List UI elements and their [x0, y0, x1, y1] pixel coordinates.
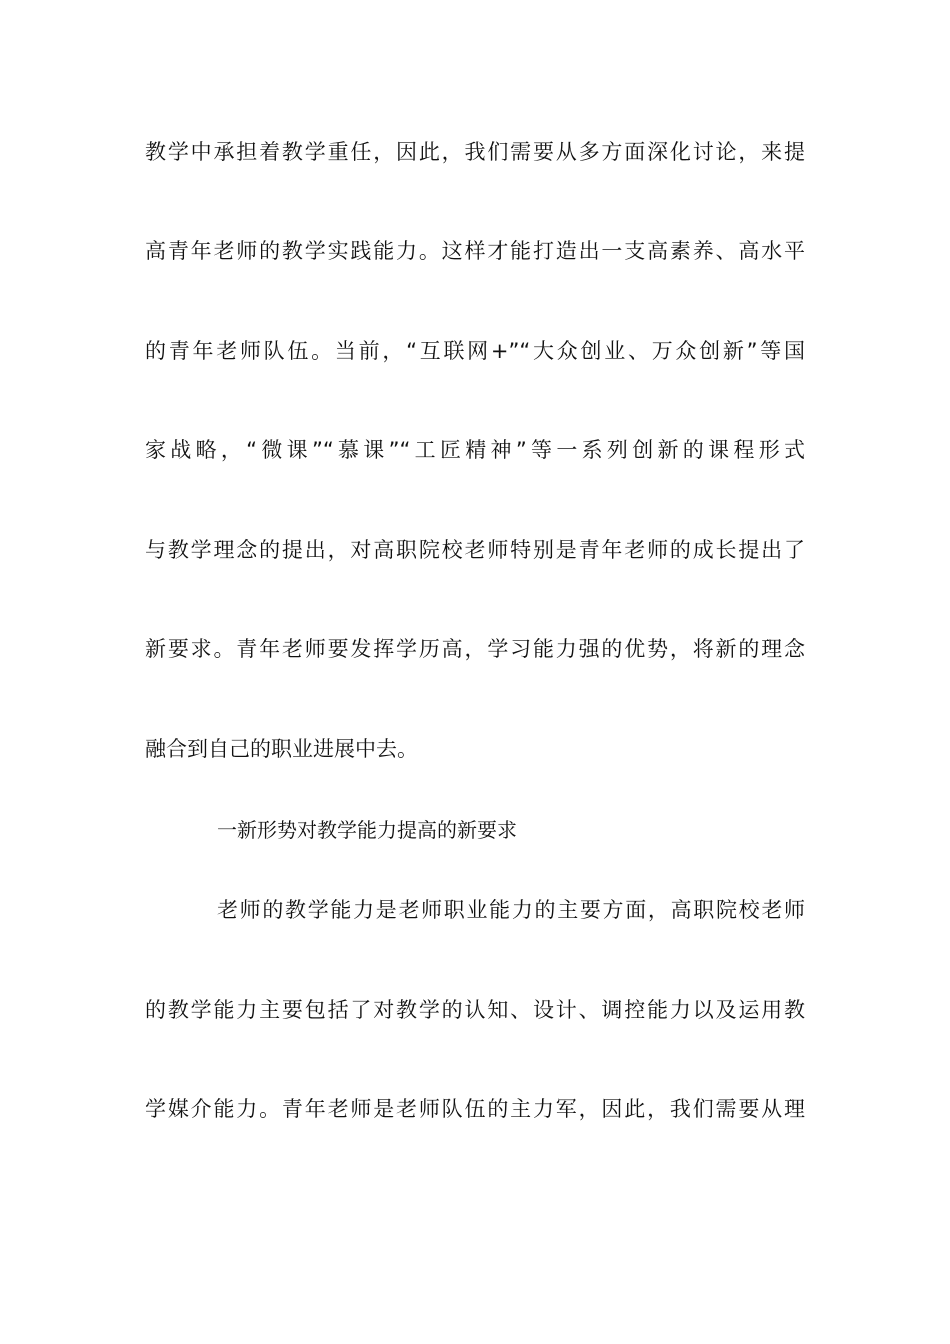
paragraph-2-line-1: 老师的教学能力是老师职业能力的主要方面，高职院校老师	[217, 898, 805, 922]
paragraph-1-line-7: 融合到自己的职业进展中去。	[145, 737, 418, 761]
paragraph-1-line-3: 的青年老师队伍。当前，“互联网+”“大众创业、万众创新”等国	[145, 339, 805, 363]
paragraph-2-line-3: 学媒介能力。青年老师是老师队伍的主力军，因此，我们需要从理	[145, 1097, 805, 1121]
paragraph-1-line-2: 高青年老师的教学实践能力。这样才能打造出一支高素养、高水平	[145, 239, 805, 263]
paragraph-1-line-1: 教学中承担着教学重任，因此，我们需要从多方面深化讨论，来提	[145, 140, 805, 164]
paragraph-2-line-2: 的教学能力主要包括了对教学的认知、设计、调控能力以及运用教	[145, 998, 805, 1022]
paragraph-1-line-6: 新要求。青年老师要发挥学历高，学习能力强的优势，将新的理念	[145, 637, 805, 661]
paragraph-1-line-5: 与教学理念的提出，对高职院校老师特别是青年老师的成长提出了	[145, 538, 805, 562]
paragraph-1-line-4: 家战略，“微课”“慕课”“工匠精神”等一系列创新的课程形式	[145, 438, 805, 462]
section-heading: 一新形势对教学能力提高的新要求	[217, 818, 517, 842]
